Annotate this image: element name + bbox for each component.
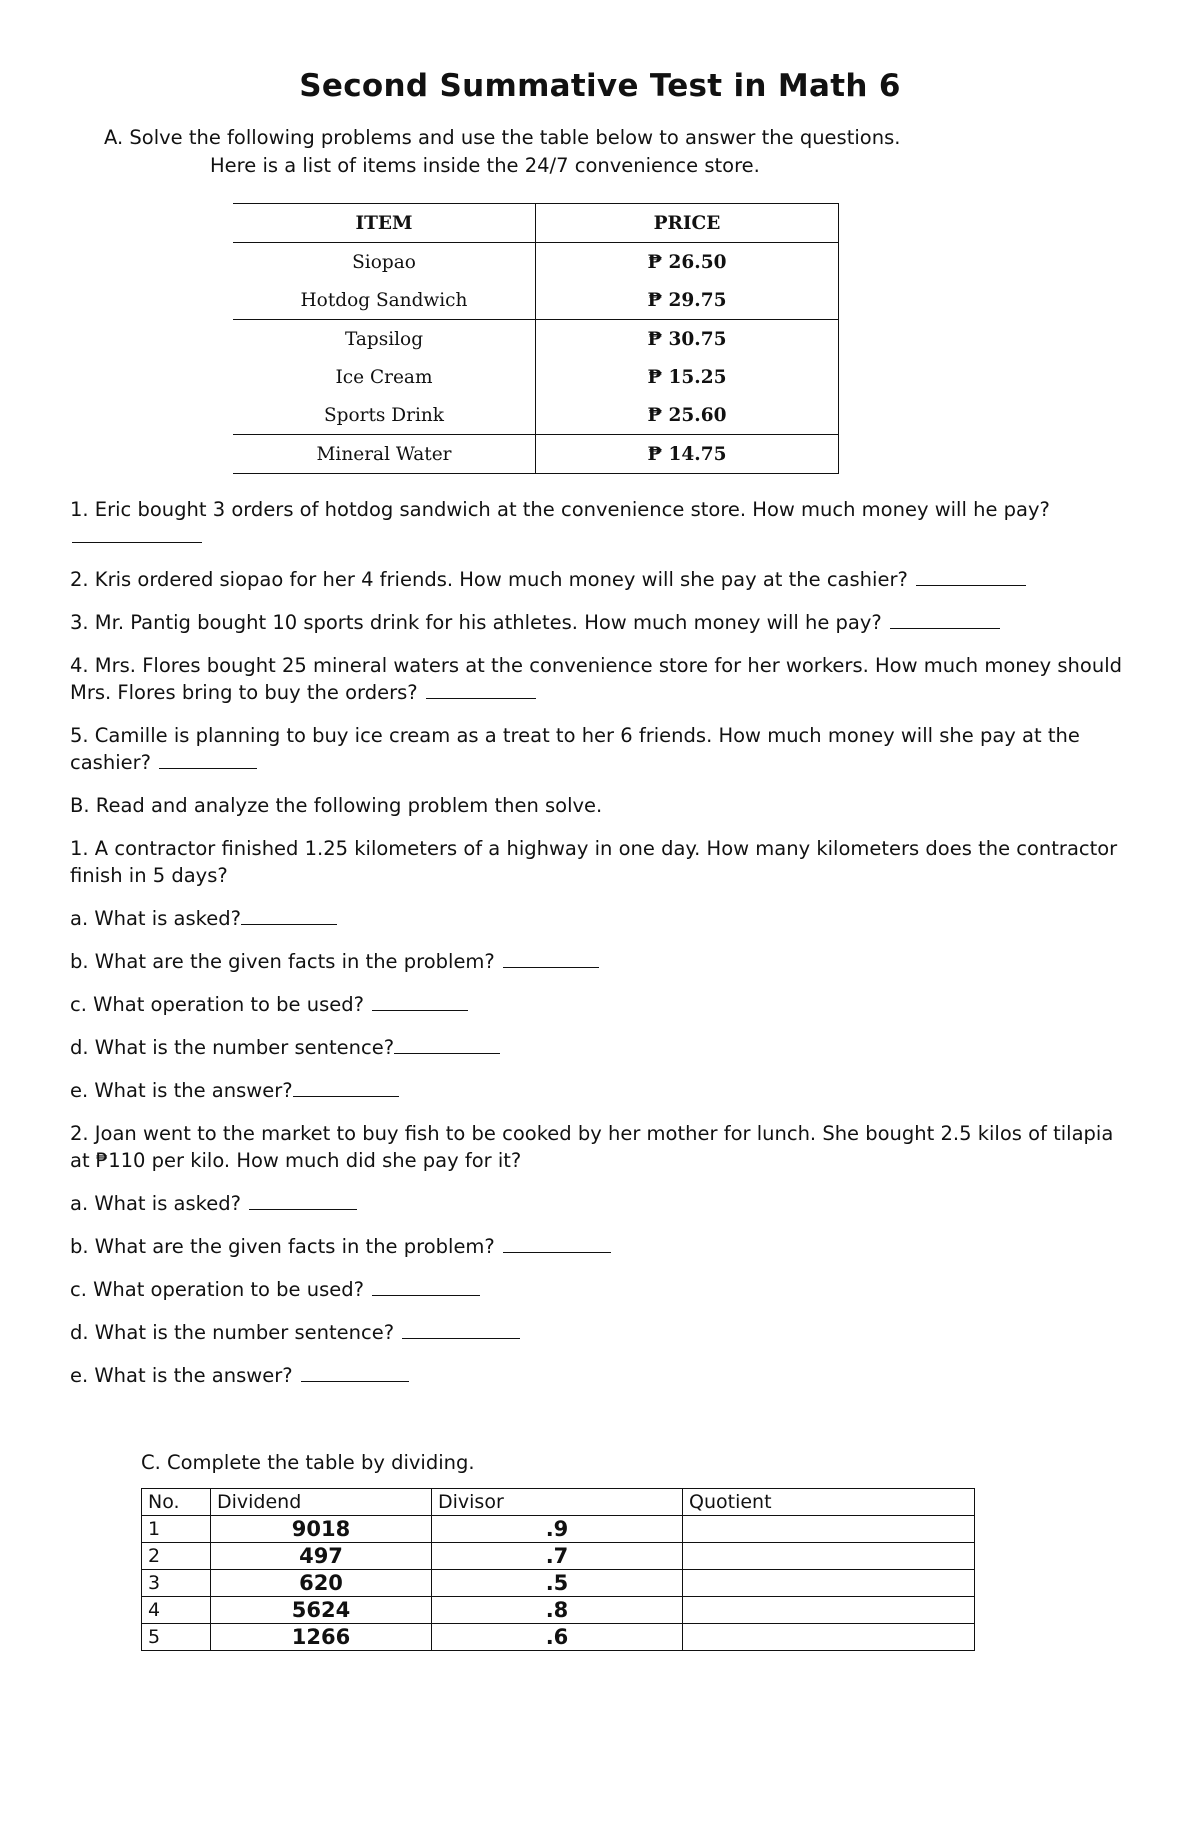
- quotient-cell[interactable]: [683, 1516, 975, 1543]
- problem-b1-b-text: b. What are the given facts in the problem?: [70, 950, 495, 973]
- question-a2-text: 2. Kris ordered siopao for her 4 friends. How much money will she pay at the cashier?: [70, 568, 908, 591]
- question-a1-text: 1. Eric bought 3 orders of hotdog sandwich at the convenience store. How much money will he pay?: [70, 498, 1050, 521]
- answer-blank-a4[interactable]: [426, 679, 536, 699]
- dividend-cell: 497: [211, 1543, 432, 1570]
- quotient-cell[interactable]: [683, 1570, 975, 1597]
- problem-b1-b: [70, 948, 1130, 975]
- problem-b2: 2. Joan went to the market to buy fish to be cooked by her mother for lunch. She bought 2.5 kilos of tilapia at ₱110 per kilo. How much did she pay for it?: [70, 1122, 1114, 1172]
- part-b-instruction: B. Read and analyze the following problem then solve.: [70, 794, 603, 817]
- question-a5: [70, 722, 1130, 776]
- part-a-subinstruction: Here is a list of items inside the 24/7 convenience store.: [210, 154, 760, 177]
- question-a4-text: 4. Mrs. Flores bought 25 mineral waters at the convenience store for her workers. How much money should Mrs. Flores bring to buy the orders?: [70, 654, 1122, 704]
- table-row: [142, 1597, 975, 1624]
- row-number: 4: [142, 1597, 211, 1624]
- table-row: [142, 1570, 975, 1597]
- table-row: [142, 1543, 975, 1570]
- price-cell: ₱ 25.60: [536, 396, 839, 435]
- divisor-cell: .9: [432, 1516, 683, 1543]
- question-a2: [70, 566, 1130, 593]
- answer-blank-b1-c[interactable]: [372, 991, 468, 1011]
- quotient-cell[interactable]: [683, 1624, 975, 1651]
- part-c-instruction: C. Complete the table by dividing.: [141, 1451, 475, 1474]
- answer-blank-b2-d[interactable]: [402, 1319, 520, 1339]
- problem-b2-b: [70, 1233, 1130, 1260]
- price-cell: ₱ 29.75: [536, 281, 839, 320]
- problem-b1: 1. A contractor finished 1.25 kilometers of a highway in one day. How many kilometers does the contractor finish in 5 days?: [70, 837, 1118, 887]
- problem-b2-e: [70, 1362, 1130, 1389]
- answer-blank-a2[interactable]: [916, 566, 1026, 586]
- table-row: [142, 1624, 975, 1651]
- dividend-cell: 1266: [211, 1624, 432, 1651]
- table-row: [233, 243, 839, 282]
- item-cell: Sports Drink: [233, 396, 536, 435]
- problem-b2-b-text: b. What are the given facts in the problem?: [70, 1235, 495, 1258]
- quotient-cell[interactable]: [683, 1597, 975, 1624]
- problem-b1-c-text: c. What operation to be used?: [70, 993, 364, 1016]
- answer-blank-b1-d[interactable]: [394, 1034, 500, 1054]
- price-cell: ₱ 15.25: [536, 358, 839, 396]
- row-number: 3: [142, 1570, 211, 1597]
- question-a1: [70, 496, 1130, 550]
- answer-blank-b2-a[interactable]: [249, 1190, 357, 1210]
- divisor-cell: .8: [432, 1597, 683, 1624]
- row-number: 5: [142, 1624, 211, 1651]
- division-header-dividend: Dividend: [211, 1489, 432, 1516]
- item-cell: Siopao: [233, 243, 536, 282]
- table-row: [233, 281, 839, 320]
- problem-b2-c: [70, 1276, 1130, 1303]
- divisor-cell: .5: [432, 1570, 683, 1597]
- item-cell: Mineral Water: [233, 435, 536, 474]
- price-cell: ₱ 14.75: [536, 435, 839, 474]
- problem-b2-d: [70, 1319, 1130, 1346]
- table-row: [142, 1516, 975, 1543]
- answer-blank-b2-c[interactable]: [372, 1276, 480, 1296]
- answer-blank-b2-e[interactable]: [301, 1362, 409, 1382]
- division-header-divisor: Divisor: [432, 1489, 683, 1516]
- problem-b1-c: [70, 991, 1130, 1018]
- dividend-cell: 9018: [211, 1516, 432, 1543]
- problem-b2-e-text: e. What is the answer?: [70, 1364, 293, 1387]
- item-cell: Tapsilog: [233, 320, 536, 359]
- answer-blank-b1-a[interactable]: [241, 905, 337, 925]
- division-table: [141, 1488, 975, 1651]
- price-table: [233, 203, 839, 474]
- divisor-cell: .6: [432, 1624, 683, 1651]
- answer-blank-a3[interactable]: [890, 609, 1000, 629]
- quotient-cell[interactable]: [683, 1543, 975, 1570]
- division-header-quotient: Quotient: [683, 1489, 975, 1516]
- divisor-cell: .7: [432, 1543, 683, 1570]
- answer-blank-b1-e[interactable]: [293, 1077, 399, 1097]
- row-number: 1: [142, 1516, 211, 1543]
- price-cell: ₱ 26.50: [536, 243, 839, 282]
- question-a4: [70, 652, 1130, 706]
- problem-b2-a: [70, 1190, 1130, 1217]
- dividend-cell: 5624: [211, 1597, 432, 1624]
- page-title: Second Summative Test in Math 6: [299, 68, 901, 104]
- problem-b1-d: [70, 1034, 1130, 1061]
- problem-b1-d-text: d. What is the number sentence?: [70, 1036, 395, 1059]
- answer-blank-a5[interactable]: [159, 749, 257, 769]
- division-header-no: No.: [142, 1489, 211, 1516]
- problem-b1-e-text: e. What is the answer?: [70, 1079, 293, 1102]
- problem-b2-a-text: a. What is asked?: [70, 1192, 241, 1215]
- question-a3: [70, 609, 1130, 636]
- table-row: [233, 358, 839, 396]
- answer-blank-b1-b[interactable]: [503, 948, 599, 968]
- price-cell: ₱ 30.75: [536, 320, 839, 359]
- table-row: [233, 435, 839, 474]
- problem-b2-d-text: d. What is the number sentence?: [70, 1321, 395, 1344]
- item-cell: Hotdog Sandwich: [233, 281, 536, 320]
- problem-b1-e: [70, 1077, 1130, 1104]
- table-row: [233, 396, 839, 435]
- problem-b1-a-text: a. What is asked?: [70, 907, 241, 930]
- item-cell: Ice Cream: [233, 358, 536, 396]
- question-a3-text: 3. Mr. Pantig bought 10 sports drink for his athletes. How much money will he pay?: [70, 611, 882, 634]
- problem-b2-c-text: c. What operation to be used?: [70, 1278, 364, 1301]
- answer-blank-a1[interactable]: [72, 523, 202, 543]
- problem-b1-a: [70, 905, 1130, 932]
- part-a-instruction: A. Solve the following problems and use the table below to answer the questions.: [104, 126, 901, 149]
- table-row: [233, 320, 839, 359]
- dividend-cell: 620: [211, 1570, 432, 1597]
- price-table-header-item: ITEM: [233, 204, 536, 243]
- answer-blank-b2-b[interactable]: [503, 1233, 611, 1253]
- row-number: 2: [142, 1543, 211, 1570]
- question-a5-text: 5. Camille is planning to buy ice cream as a treat to her 6 friends. How much money will she pay at the cashier?: [70, 724, 1080, 774]
- price-table-header-price: PRICE: [536, 204, 839, 243]
